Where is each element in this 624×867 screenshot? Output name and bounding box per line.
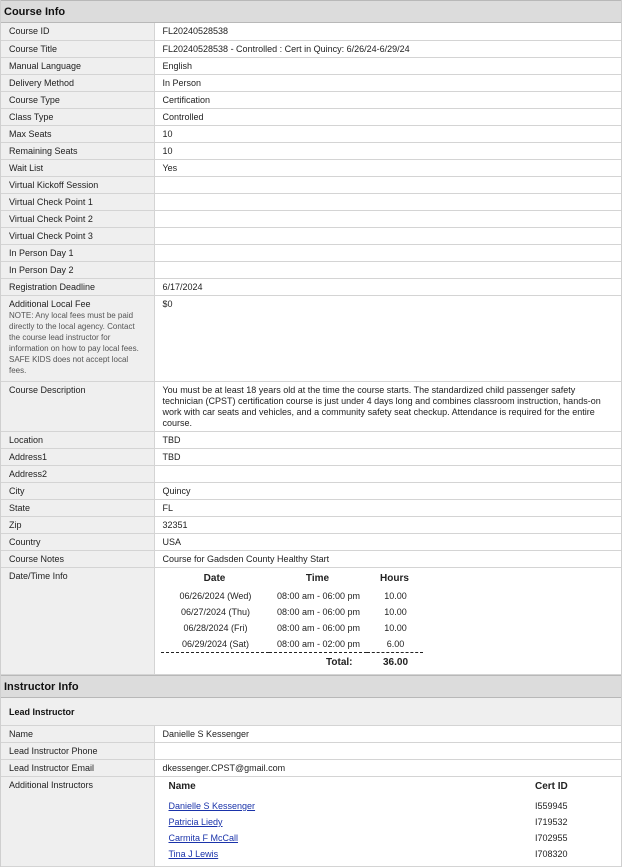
info-row-virtual-kickoff-session	[1, 176, 621, 193]
date-column-header: Date	[161, 568, 269, 588]
session-hours: 6.00	[367, 636, 423, 653]
row-value: Certification	[154, 91, 621, 108]
row-value: 10	[154, 125, 621, 142]
total-row	[161, 652, 423, 670]
row-value: Course for Gadsden County Healthy Start	[154, 550, 621, 567]
instructor-row	[161, 830, 622, 846]
info-row-course-title	[1, 40, 621, 57]
row-label: In Person Day 2	[1, 261, 154, 278]
row-label: Course ID	[1, 23, 154, 40]
info-row-course-type	[1, 91, 621, 108]
row-label: Virtual Check Point 2	[1, 210, 154, 227]
row-value: You must be at least 18 years old at the time the course starts. The standardized child passenger safety technician (CPST) certification course is just under 4 days long and combines classroom instruction, hands-on work with car seats and vehicles, and a community safety seat checkup. Attendance is required for the entire course.	[154, 381, 621, 431]
instructor-cert-id: I702955	[527, 830, 621, 846]
info-row-max-seats	[1, 125, 621, 142]
course-info-table	[1, 23, 621, 675]
row-value: Danielle S Kessenger	[154, 726, 621, 743]
lead-instructor-heading: Lead Instructor	[1, 698, 621, 726]
additional-instructors-table	[161, 777, 622, 862]
row-value: FL20240528538 - Controlled : Cert in Quincy: 6/26/24-6/29/24	[154, 40, 621, 57]
info-row-virtual-check-point-3	[1, 227, 621, 244]
total-hours: 36.00	[367, 652, 423, 670]
info-row-location	[1, 431, 621, 448]
row-value	[154, 465, 621, 482]
info-row-course-id	[1, 23, 621, 40]
row-label: Date/Time Info	[1, 567, 154, 674]
date-time-row	[161, 604, 423, 620]
row-value: TBD	[154, 431, 621, 448]
info-row-state	[1, 499, 621, 516]
row-value: 6/17/2024	[154, 278, 621, 295]
info-row-lead-instructor-email	[1, 760, 621, 777]
info-row-in-person-day-1	[1, 244, 621, 261]
info-row-virtual-check-point-1	[1, 193, 621, 210]
row-label: City	[1, 482, 154, 499]
session-date: 06/26/2024 (Wed)	[161, 588, 269, 604]
instructor-row	[161, 798, 622, 814]
info-row-address2	[1, 465, 621, 482]
row-value: In Person	[154, 74, 621, 91]
session-date: 06/29/2024 (Sat)	[161, 636, 269, 653]
row-label: Location	[1, 431, 154, 448]
info-row-date-time	[1, 567, 621, 674]
session-hours: 10.00	[367, 620, 423, 636]
instructor-row	[161, 814, 622, 830]
row-value	[154, 210, 621, 227]
instructor-cert-id: I719532	[527, 814, 621, 830]
session-time: 08:00 am - 06:00 pm	[269, 588, 367, 604]
info-row-name	[1, 726, 621, 743]
row-label: Registration Deadline	[1, 278, 154, 295]
info-row-course-notes	[1, 550, 621, 567]
row-label: Max Seats	[1, 125, 154, 142]
date-time-row	[161, 636, 423, 653]
row-label: Lead Instructor Phone	[1, 743, 154, 760]
row-label: Course Title	[1, 40, 154, 57]
row-value: 32351	[154, 516, 621, 533]
info-row-class-type	[1, 108, 621, 125]
row-label: Remaining Seats	[1, 142, 154, 159]
row-label: Virtual Check Point 1	[1, 193, 154, 210]
row-label: Course Notes	[1, 550, 154, 567]
instructor-cert-id: I559945	[527, 798, 621, 814]
time-column-header: Time	[269, 568, 367, 588]
info-row-wait-list	[1, 159, 621, 176]
info-row-virtual-check-point-2	[1, 210, 621, 227]
session-date: 06/27/2024 (Thu)	[161, 604, 269, 620]
info-row-country	[1, 533, 621, 550]
row-label: State	[1, 499, 154, 516]
row-value: $0	[154, 295, 621, 381]
session-time: 08:00 am - 02:00 pm	[269, 636, 367, 653]
row-value	[154, 176, 621, 193]
row-value: FL20240528538	[154, 23, 621, 40]
instructor-name-link[interactable]: Tina J Lewis	[169, 849, 219, 859]
row-label: Additional Local Fee	[9, 299, 148, 310]
course-info-heading: Course Info	[1, 0, 621, 23]
session-time: 08:00 am - 06:00 pm	[269, 620, 367, 636]
fee-note: NOTE: Any local fees must be paid directly to the local agency. Contact the course lead instructor for information on how to pay local fees. SAFE KIDS does not accept local fees.	[9, 310, 148, 376]
row-label: Name	[1, 726, 154, 743]
row-label: Additional Instructors	[1, 777, 154, 867]
row-label: Manual Language	[1, 57, 154, 74]
info-row-registration-deadline	[1, 278, 621, 295]
row-value: FL	[154, 499, 621, 516]
row-value: Quincy	[154, 482, 621, 499]
session-time: 08:00 am - 06:00 pm	[269, 604, 367, 620]
info-row-course-description	[1, 381, 621, 431]
row-value	[154, 193, 621, 210]
row-label: Country	[1, 533, 154, 550]
info-row-additional-instructors	[1, 777, 621, 867]
row-value	[154, 261, 621, 278]
instructor-info-heading: Instructor Info	[1, 675, 621, 698]
row-value	[154, 227, 621, 244]
row-label: In Person Day 1	[1, 244, 154, 261]
info-row-remaining-seats	[1, 142, 621, 159]
row-value: 10	[154, 142, 621, 159]
row-label: Wait List	[1, 159, 154, 176]
info-row-address1	[1, 448, 621, 465]
cert-id-column-header: Cert ID	[527, 777, 621, 798]
date-time-table	[161, 568, 423, 670]
row-label: Zip	[1, 516, 154, 533]
info-row-additional-local-fee	[1, 295, 621, 381]
instructor-cert-id: I708320	[527, 846, 621, 862]
session-hours: 10.00	[367, 604, 423, 620]
info-row-zip	[1, 516, 621, 533]
row-value: English	[154, 57, 621, 74]
info-row-lead-instructor-phone	[1, 743, 621, 760]
row-value: Yes	[154, 159, 621, 176]
row-value	[154, 244, 621, 261]
row-value: Controlled	[154, 108, 621, 125]
info-row-in-person-day-2	[1, 261, 621, 278]
total-label: Total:	[269, 652, 367, 670]
row-label: Virtual Check Point 3	[1, 227, 154, 244]
row-value: TBD	[154, 448, 621, 465]
date-time-row	[161, 620, 423, 636]
row-value	[154, 743, 621, 760]
session-hours: 10.00	[367, 588, 423, 604]
row-label: Virtual Kickoff Session	[1, 176, 154, 193]
info-row-delivery-method	[1, 74, 621, 91]
row-label: Delivery Method	[1, 74, 154, 91]
instructor-name-link[interactable]: Carmita F McCall	[169, 833, 239, 843]
row-label: Address1	[1, 448, 154, 465]
instructor-info-table	[1, 726, 621, 867]
row-label: Address2	[1, 465, 154, 482]
row-label: Class Type	[1, 108, 154, 125]
row-value: USA	[154, 533, 621, 550]
instructor-name-link[interactable]: Patricia Liedy	[169, 817, 223, 827]
row-label: Course Type	[1, 91, 154, 108]
row-label: Lead Instructor Email	[1, 760, 154, 777]
info-row-city	[1, 482, 621, 499]
info-row-manual-language	[1, 57, 621, 74]
session-date: 06/28/2024 (Fri)	[161, 620, 269, 636]
instructor-name-link[interactable]: Danielle S Kessenger	[169, 801, 256, 811]
name-column-header: Name	[161, 777, 528, 798]
row-value: dkessenger.CPST@gmail.com	[154, 760, 621, 777]
hours-column-header: Hours	[367, 568, 423, 588]
row-label: Course Description	[1, 381, 154, 431]
date-time-row	[161, 588, 423, 604]
